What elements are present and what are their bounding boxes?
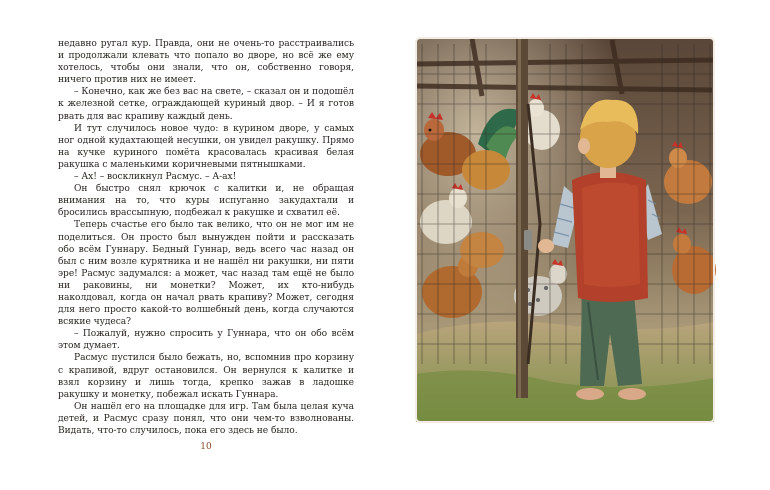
page-text — [58, 38, 354, 437]
paragraph: – Пожалуй, нужно спросить у Гуннара, что он обо всём этом думает. — [58, 329, 354, 352]
paragraph: Он быстро снял крючок с калитки и, не обращая внимания на то, что куры испуганно закудахтали и бросились врассыпную, подбежал к ракушке и схватил её. — [58, 184, 354, 219]
paragraph: недавно ругал кур. Правда, они не очень-то расстраивались и продолжали клевать что попало во дворе, но всё же ему хотелось, чтобы они знали, что он, собственно говоря, ничего против них не имеет. — [58, 39, 354, 86]
paragraph: Расмус пустился было бежать, но, вспомнив про корзину с крапивой, вдруг остановился. Он вернулся к калитке и взял корзину и лишь тогда, крепко зажав в ладошке ракушку и монетку, побежал искать Гуннара. — [58, 353, 354, 400]
paragraph: Теперь счастье его было так велико, что он не мог им не поделиться. Он просто был вынужден пойти и рассказать обо всём Гуннару. Бедный Гуннар, ведь всего час назад он был с ним возле курятника и не нашёл ни ракушки, ни пяти эре! Расмус задумался: а может, час назад там ещё не было ни раковины, ни монетки? Может, их кто-нибудь наколдовал, когда он начал рвать крапиву? Может, сегодня для него просто какой-то волшебный день, когда случаются всякие чудеса? — [58, 220, 354, 328]
page-number: 10 — [200, 442, 212, 452]
paragraph: – Конечно, как же без вас на свете, – сказал он и подошёл к железной сетке, ограждающей куриный двор. – И я готов рвать для вас крапиву каждый день. — [58, 87, 354, 122]
illustration-boy-at-chicken-coop — [412, 34, 718, 426]
gate-hinge — [524, 230, 532, 250]
paragraph: И тут случилось новое чудо: в курином дворе, у самых ног одной кудахтающей несушки, он увидел ракушку. Прямо на кучке куриного помёта красовалась красивая белая ракушка с маленькими коричневыми пятнышками. — [58, 123, 354, 170]
paragraph: – Ах! – воскликнул Расмус. – А-ах! — [74, 172, 237, 183]
hen-brown-middle — [460, 232, 504, 268]
gate-post — [516, 38, 528, 398]
paragraph: Он нашёл его на площадке для игр. Там была целая куча детей, и Расмус сразу понял, что они чем-то взволнованы. Видать, что-то случилось, пока его здесь не было. — [58, 401, 354, 436]
